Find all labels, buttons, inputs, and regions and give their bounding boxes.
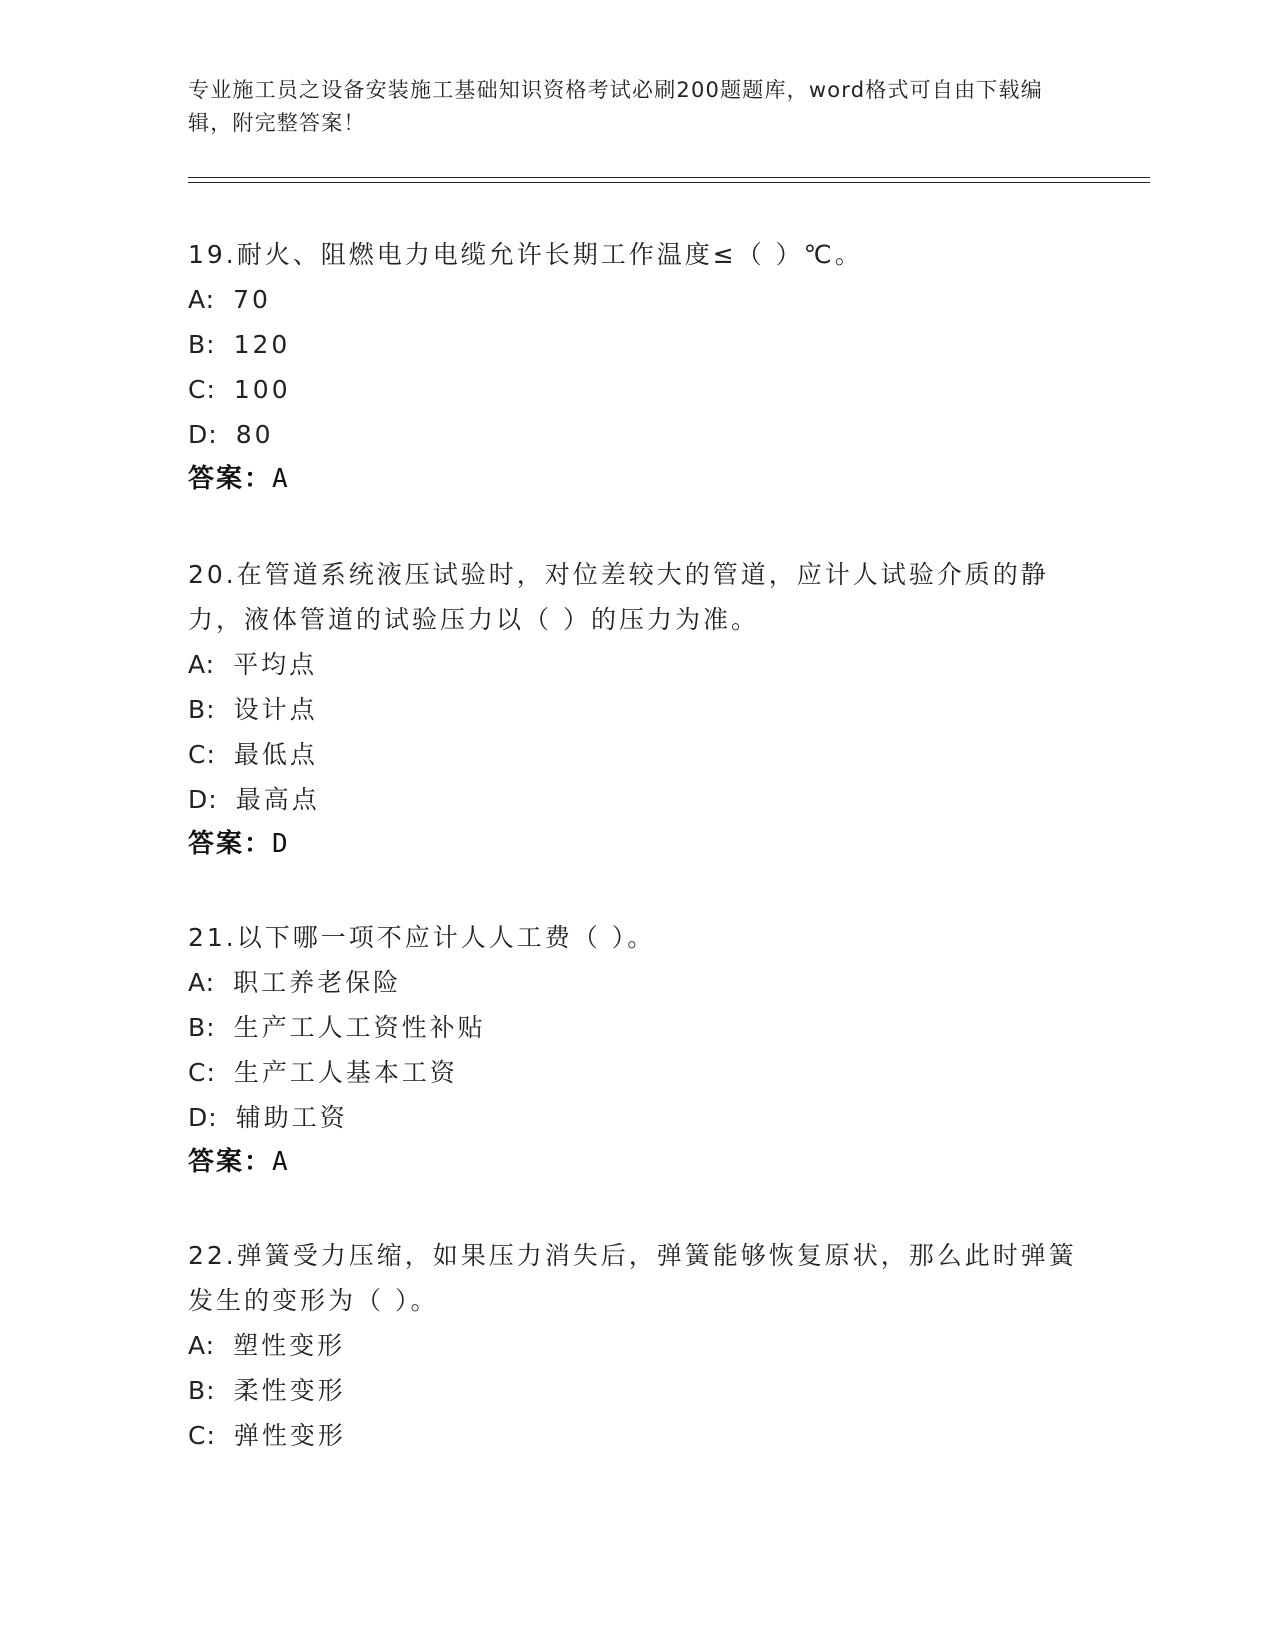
option-d: [188, 777, 1088, 822]
option-c: [188, 367, 1088, 412]
option-d: [188, 1095, 1088, 1140]
option-b: [188, 1005, 1088, 1050]
option-letter: B:: [188, 1376, 216, 1405]
option-text: 生产工人工资性补贴: [233, 1013, 486, 1042]
option-letter: C:: [188, 1058, 216, 1087]
question-text: 21.以下哪一项不应计人人工费（ ）。: [188, 923, 656, 952]
answer-line: [188, 457, 1088, 502]
option-a: [188, 642, 1088, 687]
option-text: 最低点: [233, 740, 318, 769]
option-text: 生产工人基本工资: [233, 1058, 458, 1087]
option-text: 70: [233, 285, 271, 314]
question-block: [188, 552, 1088, 867]
option-letter: C:: [188, 740, 216, 769]
option-text: 最高点: [235, 785, 320, 814]
question-block: [188, 232, 1088, 502]
answer-line: [188, 1140, 1088, 1185]
option-letter: B:: [188, 330, 216, 359]
option-letter: A:: [188, 968, 216, 997]
option-text: 辅助工资: [235, 1103, 348, 1132]
option-c: [188, 732, 1088, 777]
question-text: 22.弹簧受力压缩，如果压力消失后，弹簧能够恢复原状，那么此时弹簧发生的变形为（ ）。: [188, 1241, 1077, 1315]
answer-line: [188, 822, 1088, 867]
option-a: [188, 1323, 1088, 1368]
option-letter: D:: [188, 785, 218, 814]
option-b: [188, 1368, 1088, 1413]
question-text: 19.耐火、阻燃电力电缆允许长期工作温度≤（ ）℃。: [188, 240, 863, 269]
option-c: [188, 1413, 1088, 1458]
option-letter: A:: [188, 1331, 216, 1360]
option-letter: C:: [188, 1421, 216, 1450]
option-text: 柔性变形: [233, 1376, 346, 1405]
option-b: [188, 687, 1088, 732]
option-a: [188, 277, 1088, 322]
answer-label: 答案：: [188, 464, 273, 494]
option-c: [188, 1050, 1088, 1095]
document-header-title: 专业施工员之设备安装施工基础知识资格考试必刷200题题库，word格式可自由下载编辑，附完整答案！: [188, 78, 1043, 135]
question-text: 20.在管道系统液压试验时，对位差较大的管道，应计人试验介质的静力，液体管道的试验压力以（ ）的压力为准。: [188, 560, 1049, 634]
option-letter: C:: [188, 375, 216, 404]
option-letter: A:: [188, 285, 216, 314]
answer-label: 答案：: [188, 1147, 273, 1177]
option-text: 80: [235, 420, 274, 449]
option-text: 平均点: [233, 650, 318, 679]
option-letter: D:: [188, 420, 218, 449]
answer-value: A: [272, 464, 290, 494]
option-letter: B:: [188, 695, 216, 724]
option-d: [188, 412, 1088, 457]
option-a: [188, 960, 1088, 1005]
option-text: 120: [233, 330, 291, 359]
answer-value: A: [272, 1147, 290, 1177]
option-text: 100: [233, 375, 291, 404]
answer-label: 答案：: [188, 829, 273, 859]
option-letter: A:: [188, 650, 216, 679]
question-block: [188, 915, 1088, 1185]
option-letter: D:: [188, 1103, 218, 1132]
option-letter: B:: [188, 1013, 216, 1042]
answer-value: D: [272, 829, 290, 859]
question-block: [188, 1233, 1088, 1458]
header-divider-top: [188, 177, 1150, 178]
option-text: 设计点: [233, 695, 318, 724]
option-text: 弹性变形: [233, 1421, 346, 1450]
option-text: 职工养老保险: [233, 968, 402, 997]
option-b: [188, 322, 1088, 367]
header-divider-bottom: [188, 182, 1150, 183]
option-text: 塑性变形: [233, 1331, 346, 1360]
